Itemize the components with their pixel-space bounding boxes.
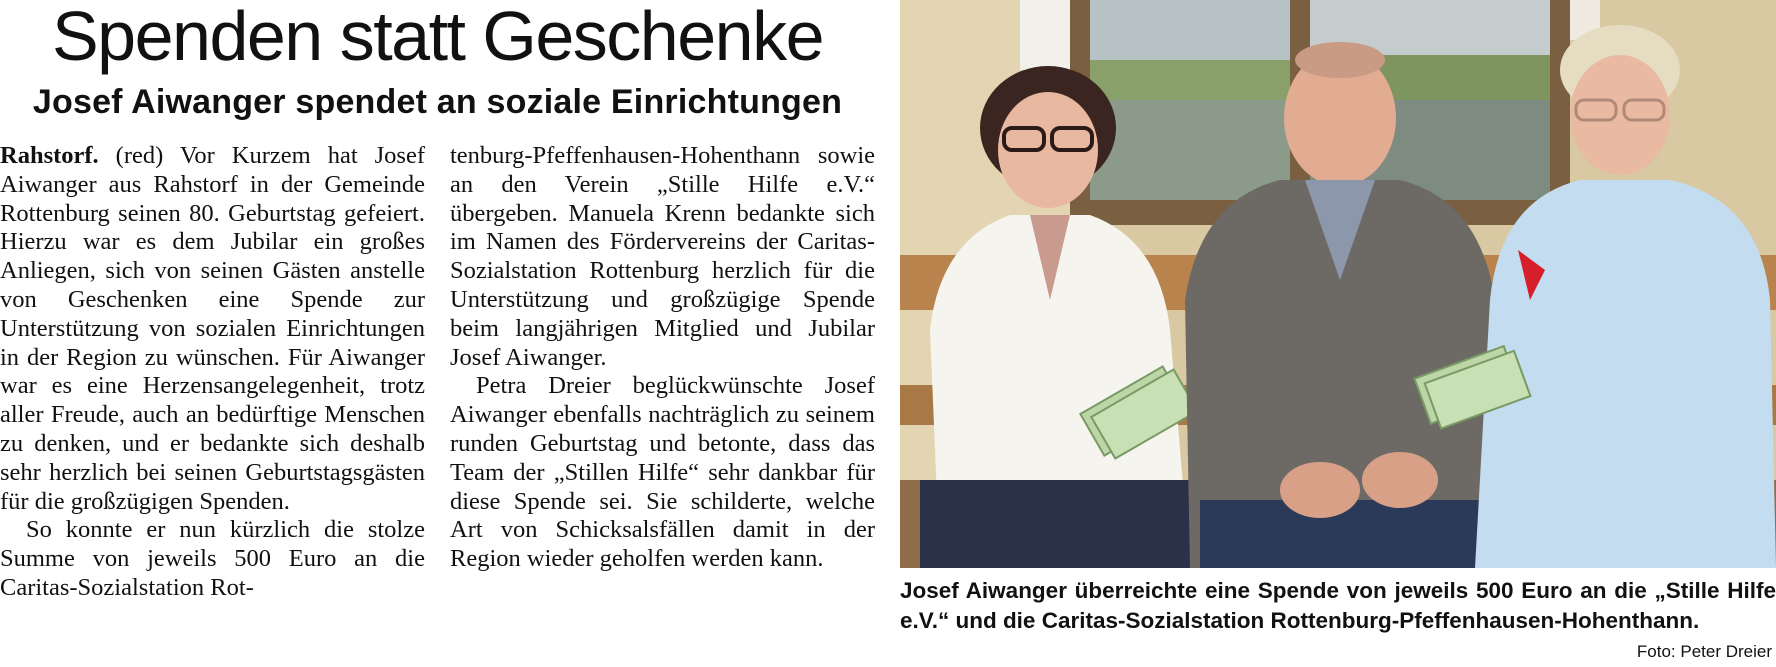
article-photo xyxy=(900,0,1776,568)
paragraph-text: (red) Vor Kurzem hat Josef Aiwanger aus Rahstorf in der Gemeinde Rottenburg seinen 80. Geburtstag gefeiert. Hierzu war es dem Jubilar ein großes Anliegen, sich von seinen Gästen anstelle von Geschenken eine Spende zur Unterstützung von sozialen Einrichtungen in der Region zu wünschen. Für Aiwanger war es eine Herzensangelegenheit, trotz aller Freude, auch an bedürftige Menschen zu denken, und er bedankte sich deshalb sehr herzlich bei seinen Geburtstagsgästen für die großzügigen Spenden. xyxy=(0,142,425,515)
paragraph: So konnte er nun kürzlich die stolze Summe von jeweils 500 Euro an die Caritas-Sozialstation Rot- xyxy=(0,516,425,601)
article-column-left xyxy=(0,142,425,603)
paragraph: tenburg-Pfeffenhausen-Hohenthann sowie an den Verein „Stille Hilfe e.V.“ übergeben. Manuela Krenn bedankte sich im Namen des Fördervereins der Caritas-Sozialstation Rottenburg herzlich für die Unterstützung und großzügige Spende beim langjährigen Mitglied und Jubilar Josef Aiwanger. xyxy=(450,142,875,371)
photo-caption: Josef Aiwanger überreichte eine Spende von jeweils 500 Euro an die „Stille Hilfe e.V.“ und die Caritas-Sozialstation Rottenburg-Pfeffenhausen-Hohenthann. xyxy=(900,578,1776,633)
photo-illustration xyxy=(900,0,1776,568)
subheadline: Josef Aiwanger spendet an soziale Einrichtungen xyxy=(32,83,843,121)
paragraph xyxy=(0,142,425,516)
headline: Spenden statt Geschenke xyxy=(51,0,824,75)
photo-credit: Foto: Peter Dreier xyxy=(1636,642,1772,661)
dateline: Rahstorf. xyxy=(0,142,99,169)
paragraph: Petra Dreier beglückwünschte Josef Aiwanger ebenfalls nachträglich zu seinem runden Geburtstag und betonte, dass das Team der „Stillen Hilfe“ sehr dankbar für diese Spende sei. Sie schilderte, welche Art von Schicksalsfällen damit in der Region wieder geholfen werden kann. xyxy=(450,372,875,573)
article-column-right xyxy=(450,142,875,574)
